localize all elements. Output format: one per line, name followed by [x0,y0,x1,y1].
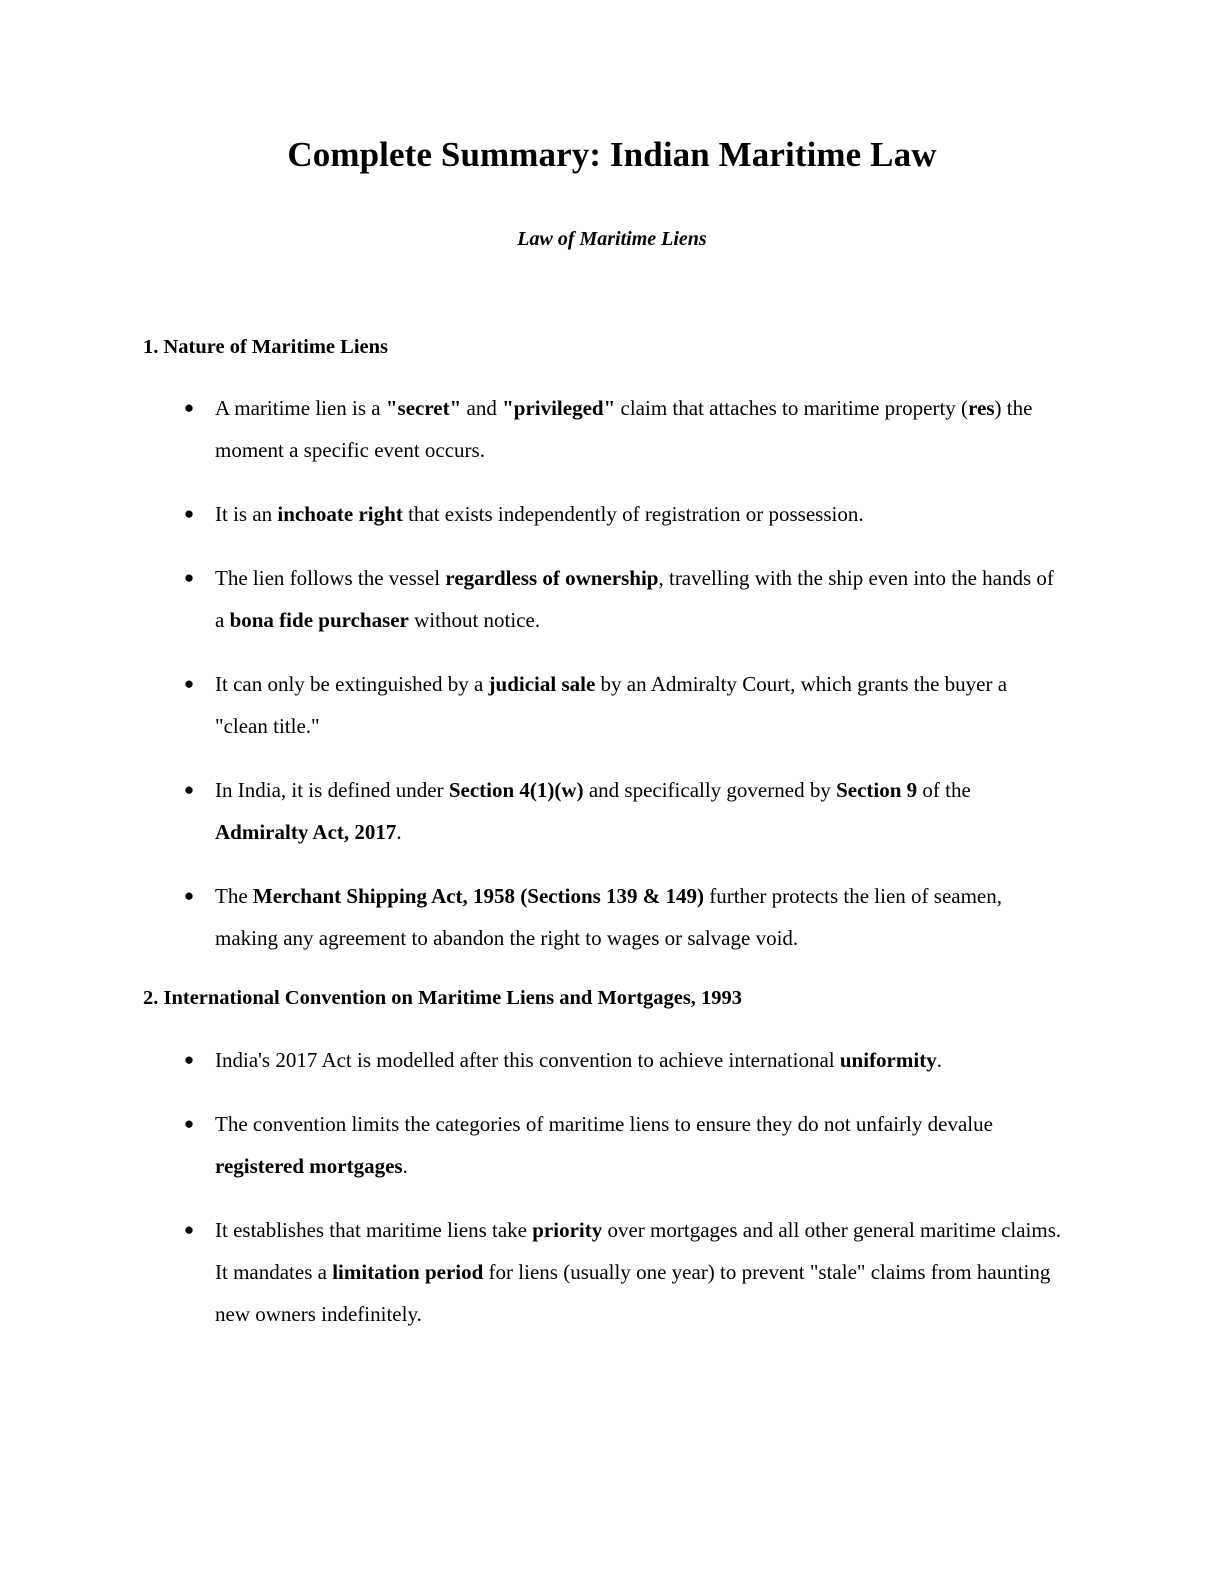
list-item [143,663,1065,747]
section-heading: 2. International Convention on Maritime Liens and Mortgages, 1993 [143,987,743,1010]
list-item [143,1103,1065,1187]
bullet-point-icon: ● [183,674,195,694]
emphasis-text: uniformity [839,1048,937,1073]
emphasis-text: res [968,396,995,421]
list-item-text [215,884,1002,950]
plain-text: . [936,1048,942,1073]
plain-text: The lien follows the vessel [215,566,446,591]
document-body [143,252,1065,1335]
plain-text: over mortgages and all other general maritime claims. It mandates a [215,1218,1062,1285]
list-item [143,875,1065,959]
list-item-text [215,566,1054,632]
list-item-text [215,396,1032,462]
emphasis-text: limitation period [332,1260,484,1285]
emphasis-text: "privileged" [502,396,616,421]
emphasis-text: registered mortgages [215,1154,403,1179]
list-item-text [215,502,864,526]
bullet-point-icon: ● [183,886,195,906]
list-item-text [215,672,1007,738]
list-item [143,493,1065,535]
document-section [143,334,1065,960]
plain-text: for liens (usually one year) to prevent "stale" claims from haunting new owners indefinitely. [215,1260,1051,1327]
list-item [143,1039,1065,1081]
bullet-point-icon: ● [183,1050,195,1070]
emphasis-text: "secret" [385,396,462,421]
bullet-list [143,387,1065,959]
emphasis-text: inchoate right [277,502,403,527]
bullet-point-icon: ● [183,504,195,524]
emphasis-text: regardless of ownership [445,566,659,591]
bullet-list [143,1039,1065,1335]
list-item [143,557,1065,641]
plain-text: In India, it is defined under [215,778,449,803]
section-heading: 1. Nature of Maritime Liens [143,335,388,358]
list-item-text [215,1218,1061,1326]
plain-text: further protects the lien of seamen, making any agreement to abandon the right to wages or salvage void. [215,884,1002,951]
emphasis-text: judicial sale [488,672,596,697]
plain-text: The [215,884,253,909]
bullet-point-icon: ● [183,398,195,418]
emphasis-text: Section 4(1)(w) [448,778,584,803]
plain-text: . [396,820,402,845]
plain-text: of the [917,778,971,803]
list-item [143,387,1065,471]
plain-text: It can only be extinguished by a [215,672,489,697]
list-item [143,769,1065,853]
bullet-point-icon: ● [183,568,195,588]
plain-text: claim that attaches to maritime property ( [615,396,969,421]
plain-text: and [461,396,503,421]
list-item-text [215,1048,942,1072]
plain-text: The convention limits the categories of maritime liens to ensure they do not unfairly devalue [215,1112,993,1137]
emphasis-text: Merchant Shipping Act, 1958 (Sections 139 & 149) [252,884,705,909]
emphasis-text: priority [532,1218,603,1243]
emphasis-text: Admiralty Act, 2017 [215,820,397,845]
emphasis-text: Section 9 [836,778,918,803]
bullet-point-icon: ● [183,780,195,800]
plain-text: It is an [215,502,278,527]
page-subtitle: Law of Maritime Liens [517,227,707,250]
emphasis-text: bona fide purchaser [229,608,409,633]
plain-text: ) the moment a specific event occurs. [215,396,1033,463]
plain-text: It establishes that maritime liens take [215,1218,533,1243]
list-item [143,1209,1065,1335]
document-section [143,985,1065,1335]
plain-text: without notice. [408,608,541,633]
plain-text: that exists independently of registration or possession. [402,502,864,527]
plain-text: A maritime lien is a [215,396,386,421]
plain-text: . [402,1154,408,1179]
plain-text: , travelling with the ship even into the hands of a [215,566,1054,633]
bullet-point-icon: ● [183,1220,195,1240]
list-item-text [215,778,971,844]
plain-text: and specifically governed by [583,778,837,803]
bullet-point-icon: ● [183,1114,195,1134]
plain-text: India's 2017 Act is modelled after this convention to achieve international [215,1048,840,1073]
list-item-text [215,1112,993,1178]
plain-text: by an Admiralty Court, which grants the buyer a "clean title." [215,672,1008,739]
page-title: Complete Summary: Indian Maritime Law [287,135,937,174]
